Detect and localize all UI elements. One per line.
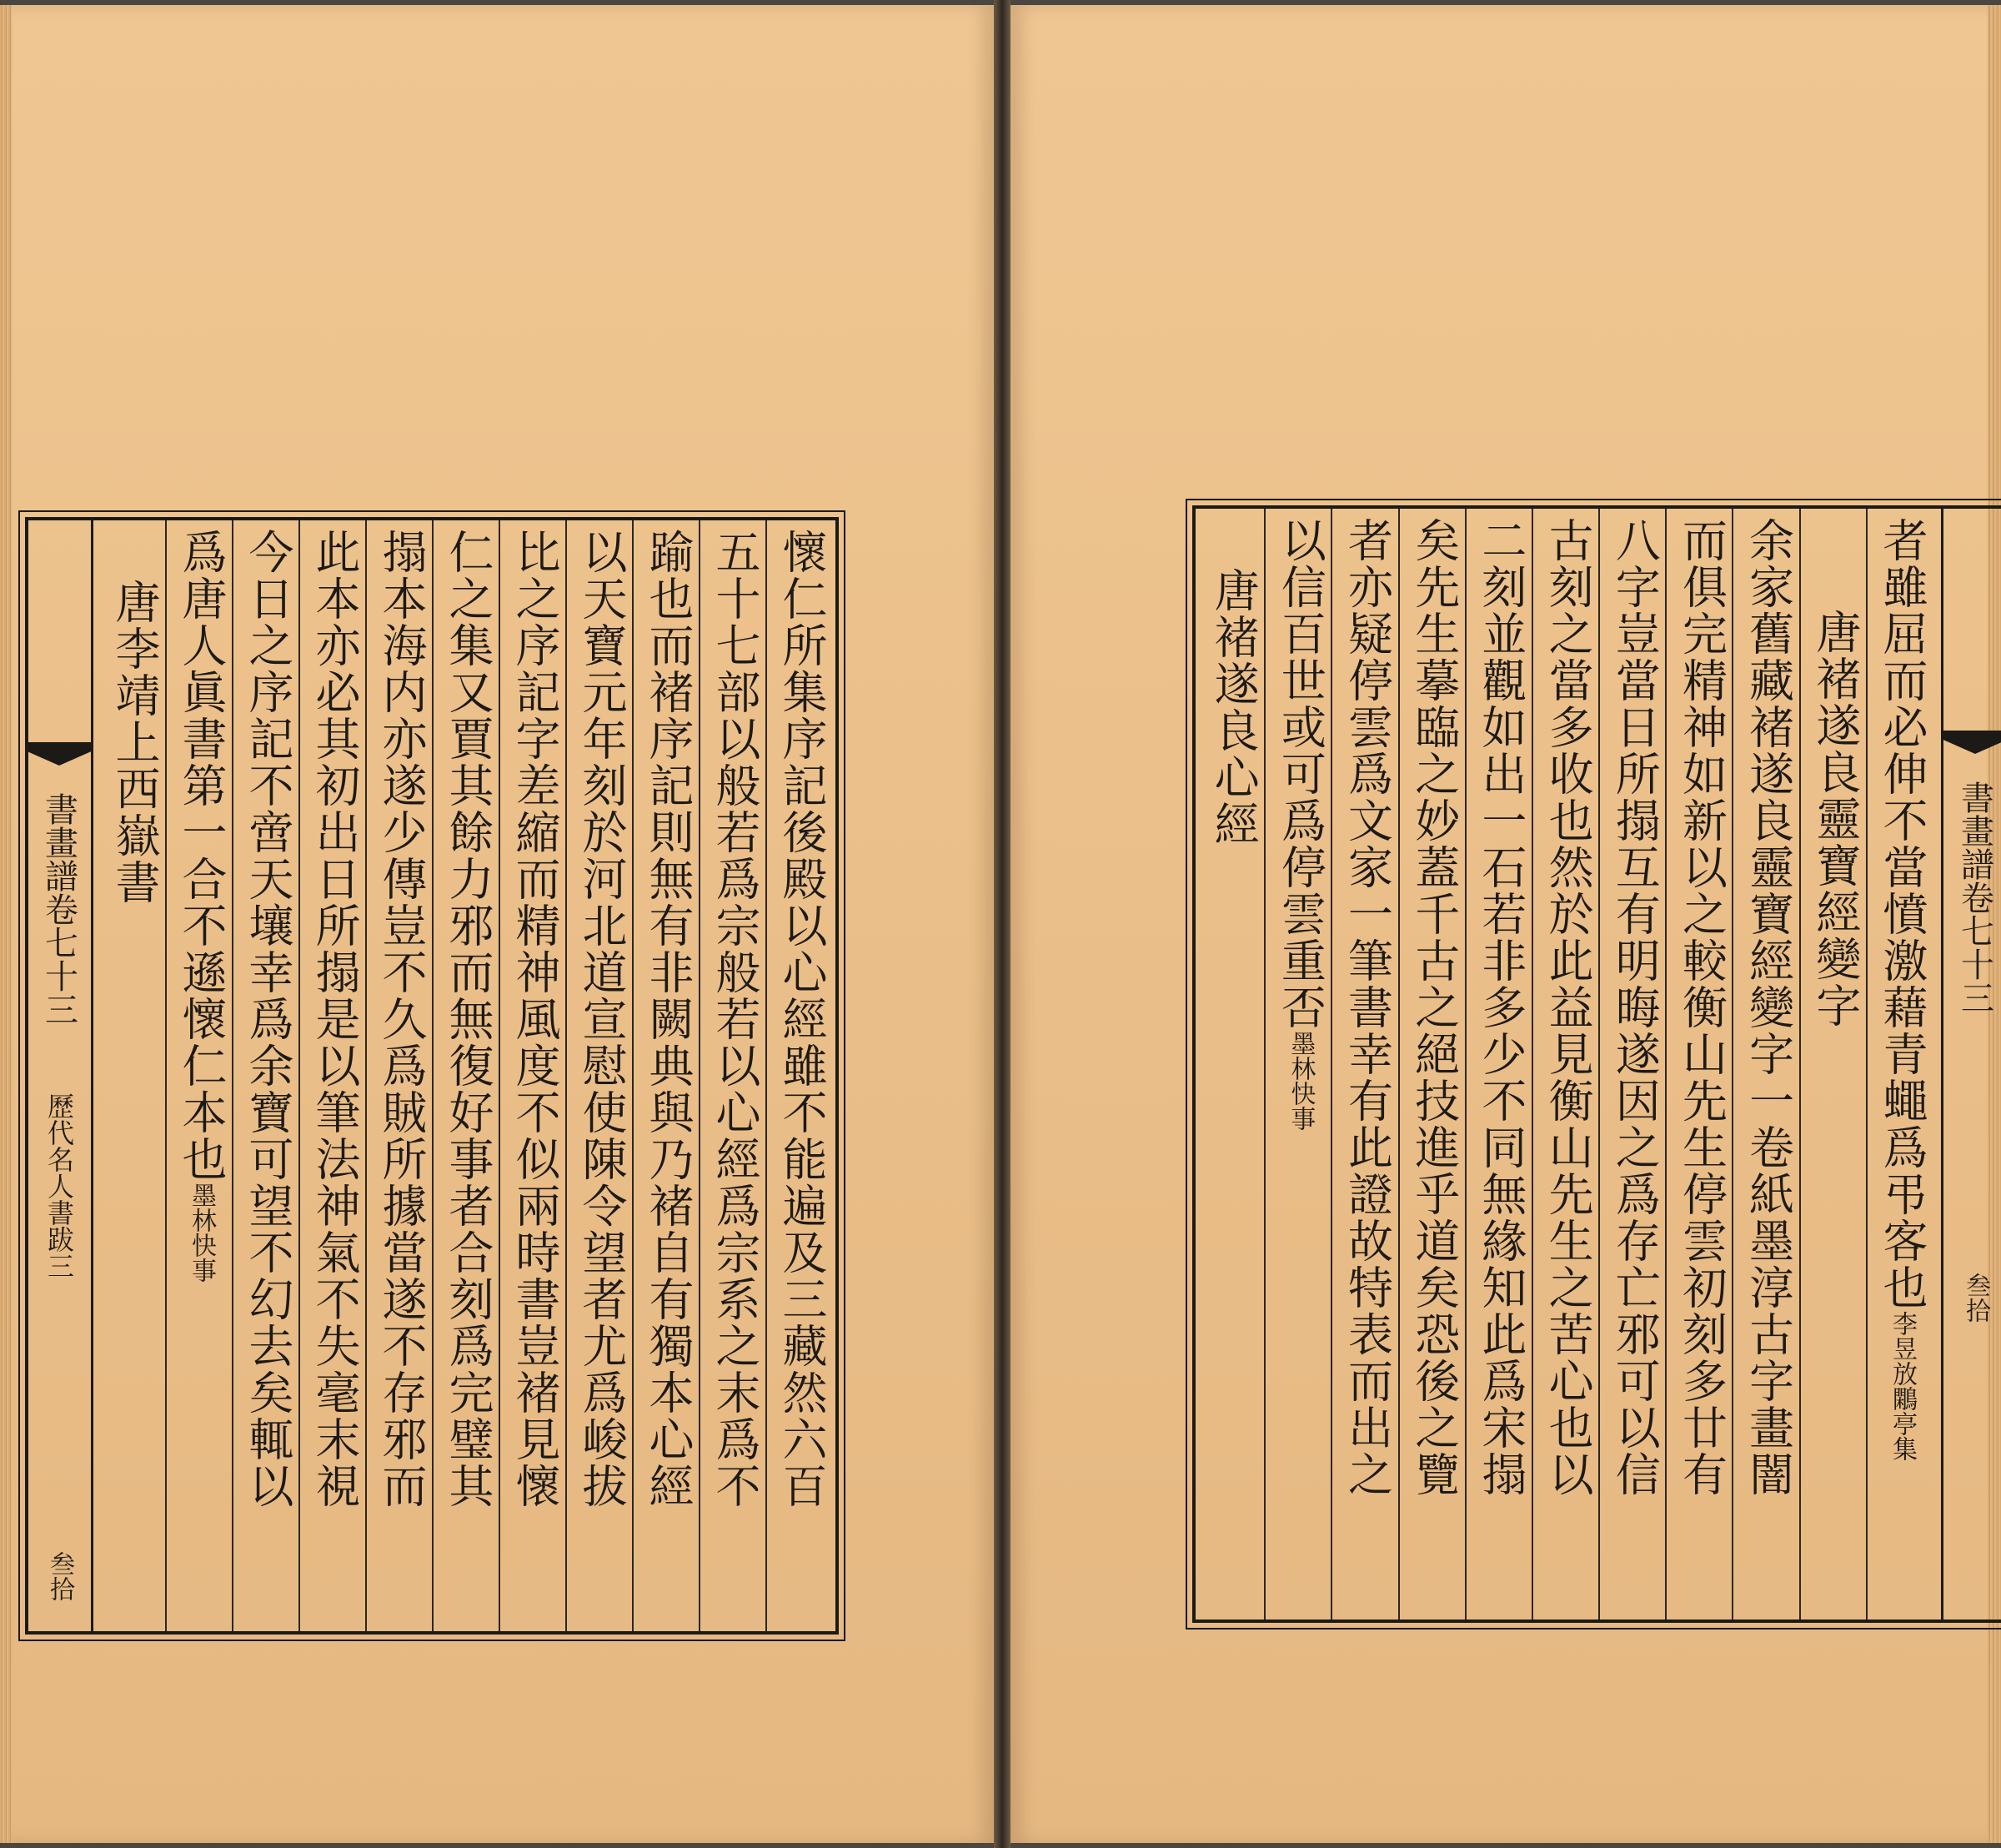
- left-text-frame: [25, 517, 839, 1635]
- text-column-body: 爲唐人眞書第一合不遜懷仁本也: [175, 529, 228, 1183]
- section-heading: 唐褚遂良心經: [1207, 567, 1261, 847]
- text-column: 八字豈當日所搨互有明晦遂因之爲存亡邪可以信: [1598, 509, 1665, 1620]
- text-column-with-note: [165, 520, 232, 1631]
- banxin-title: 書畫譜卷七十三: [39, 792, 78, 1026]
- text-column-with-note: [1866, 509, 1933, 1620]
- text-column: 搨本海内亦遂少傳豈不久爲賊所據當遂不存邪而: [365, 520, 432, 1631]
- text-column: 今日之序記不啻天壤幸爲余寶可望不幻去矣輒以: [232, 520, 298, 1631]
- text-column: 二刻並觀如出一石若非多少不同無緣知此爲宋搨: [1465, 509, 1532, 1620]
- text-column: 比之序記字差縮而精神風度不似兩時書豈褚見懷: [499, 520, 565, 1631]
- right-banxin: [1941, 505, 2001, 1623]
- book-gutter: [994, 0, 1011, 1848]
- text-column: 而俱完精神如新以之較衡山先生停雲初刻多廿有: [1665, 509, 1732, 1620]
- banxin-page-number: 叁拾: [45, 1551, 74, 1601]
- text-column: 五十七部以般若爲宗般若以心經爲宗系之末爲不: [699, 520, 765, 1631]
- text-column: 以天寶元年刻於河北道宣慰使陳令望者尤爲峻拔: [565, 520, 632, 1631]
- text-column: 余家舊藏褚遂良靈寶經變字一卷紙墨淳古字畫闇: [1732, 509, 1798, 1620]
- section-heading: 唐褚遂良靈寶經變字: [1799, 509, 1866, 1620]
- banxin-title: 書畫譜卷七十三: [1955, 781, 1994, 1014]
- text-column-with-note: [1264, 509, 1331, 1620]
- right-text-columns: [1196, 509, 1936, 1620]
- text-column: 仁之集又賈其餘力邪而無復好事者合刻爲完璧其: [432, 520, 499, 1631]
- fishtail-mark: [1943, 731, 2001, 754]
- source-note: 墨林快事: [1286, 1031, 1316, 1131]
- text-column: 古刻之當多收也然於此益見衡山先生之苦心也以: [1532, 509, 1598, 1620]
- right-text-frame: [1192, 505, 2001, 1623]
- text-column-body: 者雖屈而必伸不當憤激藉青蠅爲弔客也: [1876, 517, 1928, 1311]
- fishtail-mark: [28, 742, 91, 766]
- text-column: 矣先生摹臨之妙蓋千古之絕技進乎道矣恐後之覽: [1398, 509, 1465, 1620]
- text-column: 踰也而褚序記則無有非闕典與乃褚自有獨本心經: [632, 520, 699, 1631]
- section-heading: 唐李靖上西嶽書: [108, 579, 161, 906]
- source-note: 李昱放鷴亭集: [1888, 1311, 1917, 1461]
- text-column-body: 以信百世或可爲停雲重否: [1274, 517, 1327, 1031]
- banxin-page-number: 叁拾: [1961, 1273, 1990, 1323]
- text-column: 懷仁所集序記後殿以心經雖不能遍及三藏然六百: [765, 520, 832, 1631]
- left-banxin: [25, 517, 93, 1635]
- text-column: 者亦疑停雲爲文家一筆書幸有此證故特表而出之: [1331, 509, 1397, 1620]
- left-text-columns: [97, 520, 835, 1631]
- source-note: 墨林快事: [187, 1183, 216, 1283]
- text-column: 此本亦必其初出日所搨是以筆法神氣不失毫末視: [298, 520, 365, 1631]
- banxin-section: 歷代名人書跋三: [43, 1092, 75, 1279]
